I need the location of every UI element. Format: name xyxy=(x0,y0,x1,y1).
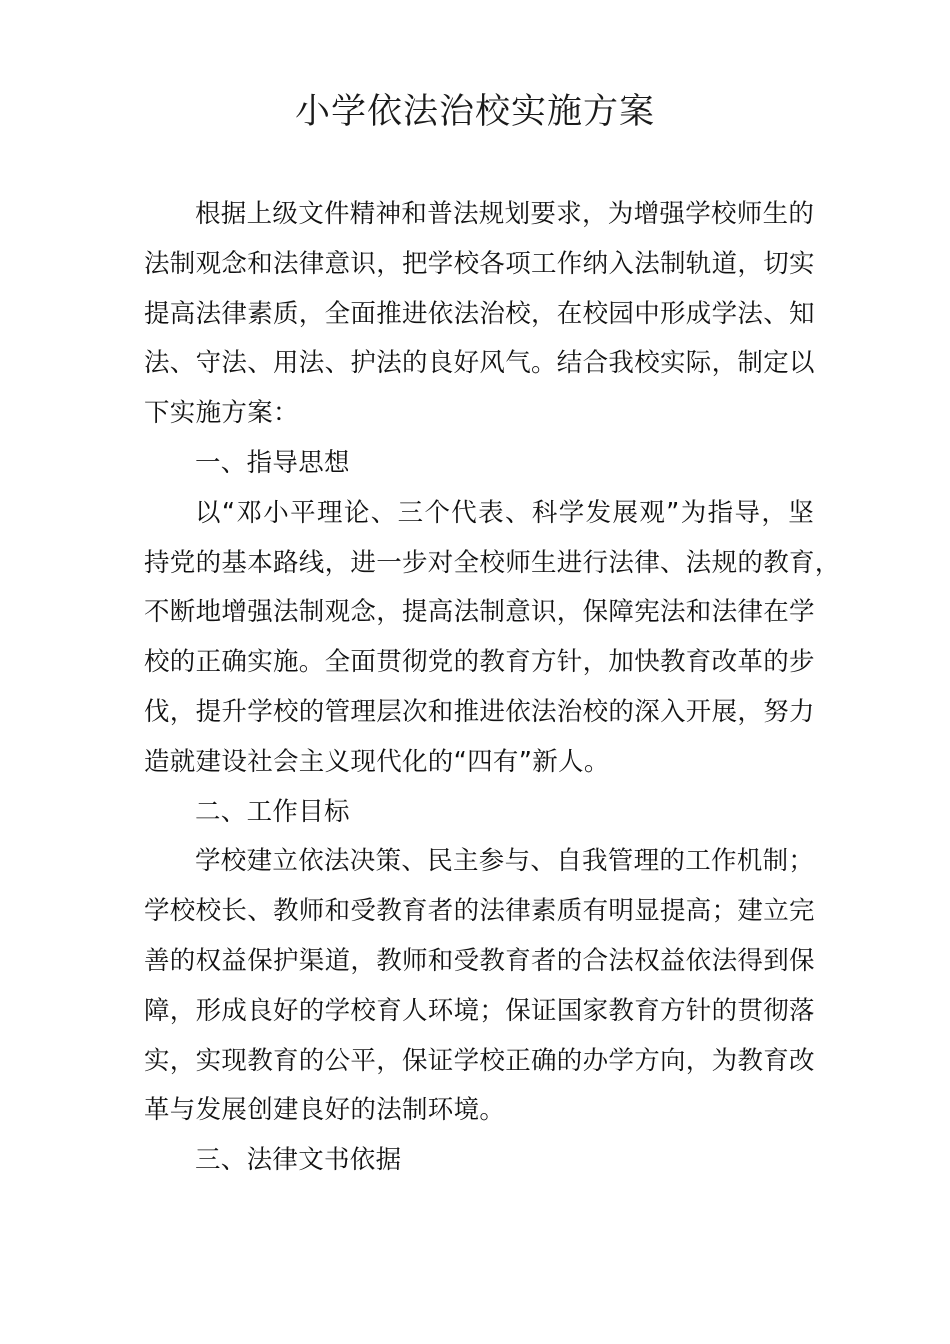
section1-line: 造就建设社会主义现代化的“四有”新人。 xyxy=(144,746,610,777)
document-body xyxy=(144,190,841,1186)
section-heading-guiding-ideology: 一、指导思想 xyxy=(195,447,350,478)
intro-line: 法、守法、用法、护法的良好风气。结合我校实际，制定以 xyxy=(144,348,815,379)
intro-line: 下实施方案： xyxy=(144,398,299,429)
section1-line: 不断地增强法制观念，提高法制意识，保障宪法和法律在学 xyxy=(144,597,815,628)
section-heading-work-goals: 二、工作目标 xyxy=(195,796,350,827)
intro-line: 根据上级文件精神和普法规划要求，为增强学校师生的 xyxy=(195,199,815,229)
section-heading-legal-basis: 三、法律文书依据 xyxy=(195,1145,402,1176)
intro-line: 法制观念和法律意识，把学校各项工作纳入法制轨道，切实 xyxy=(144,248,815,279)
section1-line: 校的正确实施。全面贯彻党的教育方针，加快教育改革的步 xyxy=(144,647,815,678)
section2-line: 障，形成良好的学校育人环境；保证国家教育方针的贯彻落 xyxy=(144,995,815,1026)
section2-line: 学校建立依法决策、民主参与、自我管理的工作机制； xyxy=(195,846,815,877)
document-title: 小学依法治校实施方案 xyxy=(294,92,655,132)
section1-line: 伐，提升学校的管理层次和推进依法治校的深入开展，努力 xyxy=(144,696,815,727)
section1-line: 持党的基本路线，进一步对全校师生进行法律、法规的教育， xyxy=(144,547,841,578)
section2-line: 善的权益保护渠道，教师和受教育者的合法权益依法得到保 xyxy=(144,945,815,976)
section2-line: 学校校长、教师和受教育者的法律素质有明显提高；建立完 xyxy=(144,896,815,927)
section2-line: 革与发展创建良好的法制环境。 xyxy=(144,1095,506,1126)
section2-line: 实，实现教育的公平，保证学校正确的办学方向，为教育改 xyxy=(144,1045,815,1076)
intro-line: 提高法律素质，全面推进依法治校，在校园中形成学法、知 xyxy=(144,298,815,329)
section1-line: 以“邓小平理论、三个代表、科学发展观”为指导，坚 xyxy=(195,497,814,528)
